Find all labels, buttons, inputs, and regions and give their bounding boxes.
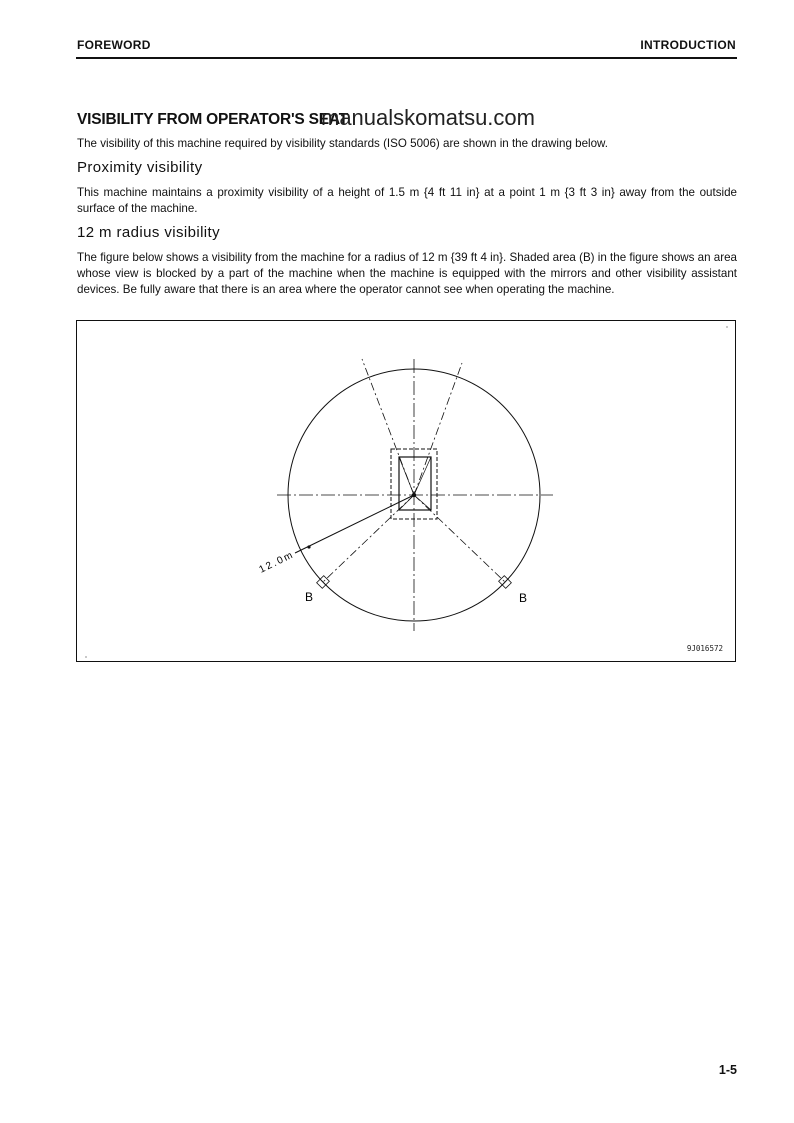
section-heading-proximity: Proximity visibility <box>77 159 203 176</box>
machine-body <box>399 457 431 510</box>
title-block <box>77 106 737 134</box>
cab-diagonal-4 <box>414 495 431 510</box>
header-section-left: FOREWORD <box>77 38 151 52</box>
header-rule <box>76 57 737 59</box>
blind-area-label-left: B <box>305 590 314 604</box>
intro-paragraph: The visibility of this machine required by visibility standards (ISO 5006) are shown in the drawing below. <box>77 137 608 150</box>
page-title: VISIBILITY FROM OPERATOR'S SEAT <box>77 111 349 128</box>
section-body-radius: The figure below shows a visibility from the machine for a radius of 12 m {39 ft 4 in}. Shaded area (B) in the figure shows an area whose view is blocked by a part of the machine when the machine is equipped with the mirrors and other visibility assistant devices. Be fully aware that there is an area where the operator cannot see when operating the machine. <box>77 251 737 296</box>
visibility-figure <box>76 320 736 662</box>
forward-sight-line-right <box>414 363 462 495</box>
section-body-proximity: This machine maintains a proximity visibility of a height of 1.5 m {4 ft 11 in} at a point 1 m {3 ft 3 in} away from the outside surface of the machine. <box>77 186 737 215</box>
cab-diagonal-3 <box>399 495 414 510</box>
watermark: manualskomatsu.com <box>321 105 535 130</box>
radius-label: 12.0m <box>257 549 297 576</box>
radius-line <box>295 495 414 553</box>
rear-sight-line-right <box>414 495 505 582</box>
page-number: 1-5 <box>718 1063 737 1077</box>
radius-end-dot <box>307 545 310 548</box>
section-heading-radius: 12 m radius visibility <box>77 224 221 241</box>
blind-area-label-right: B <box>519 591 528 605</box>
cab-diagonal-1 <box>399 457 414 495</box>
visibility-diagram <box>77 321 737 663</box>
figure-code: 9J016572 <box>686 644 723 653</box>
cab-diagonal-2 <box>414 457 431 495</box>
header-section-right: INTRODUCTION <box>640 38 736 52</box>
rear-sight-line-left <box>323 495 414 582</box>
